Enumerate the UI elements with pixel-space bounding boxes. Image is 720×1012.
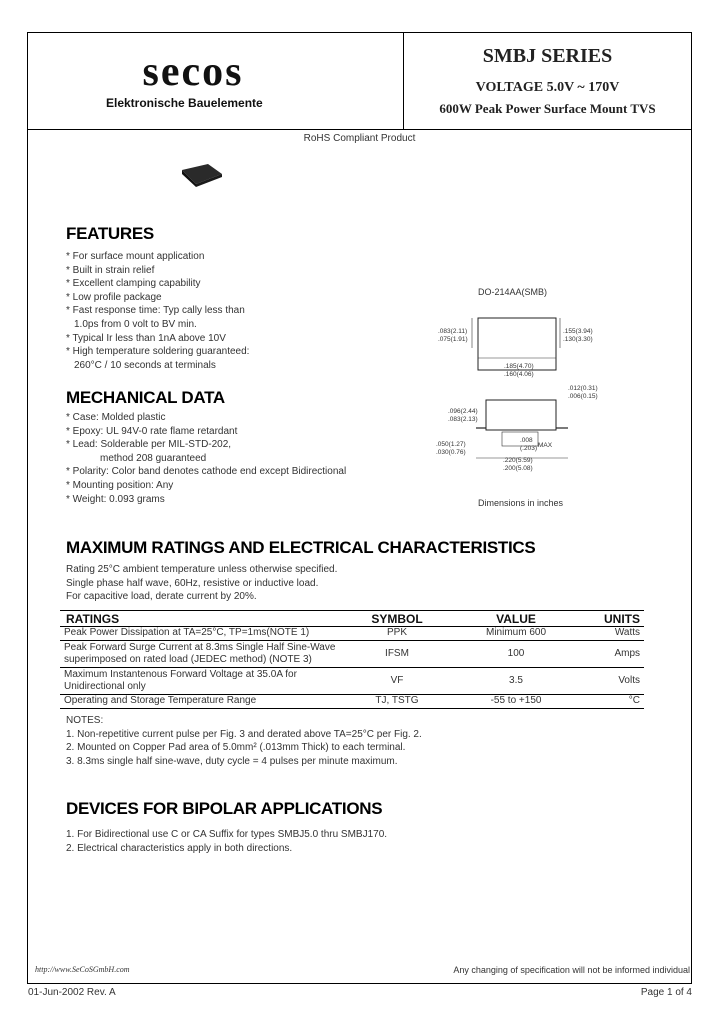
rating-line: Maximum Instantenous Forward Voltage at 35.0A for <box>64 668 297 680</box>
svg-text:.160(4.06): .160(4.06) <box>504 371 534 378</box>
rating-cell <box>60 641 342 668</box>
units-cell: °C <box>580 695 644 709</box>
rating-cell: Peak Power Dissipation at TA=25°C, TP=1ms(NOTE 1) <box>60 627 342 641</box>
list-item: * For surface mount application <box>66 251 205 262</box>
rating-line: Peak Forward Surge Current at 8.3ms Single Half Sine-Wave <box>64 641 336 653</box>
voltage-range: VOLTAGE 5.0V ~ 170V <box>475 80 620 95</box>
dimensions-note: Dimensions in inches <box>478 498 564 508</box>
symbol-cell: TJ, TSTG <box>342 695 452 709</box>
svg-text:.200(5.08): .200(5.08) <box>503 465 533 472</box>
product-subtitle: 600W Peak Power Surface Mount TVS <box>439 101 656 116</box>
list-item: * Low profile package <box>66 291 162 303</box>
svg-text:.008: .008 <box>520 437 533 444</box>
intro-line: Single phase half wave, 60Hz, resistive or inductive load. <box>66 577 319 589</box>
svg-text:.083(2.11): .083(2.11) <box>438 328 468 335</box>
list-item: * Epoxy: UL 94V-0 rate flame retardant <box>66 425 238 437</box>
table-row <box>60 695 644 709</box>
bipolar-heading: DEVICES FOR BIPOLAR APPLICATIONS <box>66 799 383 818</box>
ratings-heading: MAXIMUM RATINGS AND ELECTRICAL CHARACTERISTICS <box>66 538 536 557</box>
company-tagline: Elektronische Bauelemente <box>106 96 263 110</box>
series-title: SMBJ SERIES <box>482 45 613 67</box>
svg-text:.050(1.27): .050(1.27) <box>436 441 466 448</box>
list-item: method 208 guaranteed <box>100 452 207 464</box>
symbol-cell: VF <box>342 668 452 695</box>
list-item: * Fast response time: Typ cally less than <box>66 305 245 317</box>
package-dimension-drawing <box>428 300 618 490</box>
units-cell: Amps <box>580 641 644 668</box>
header-symbol: SYMBOL <box>342 611 452 627</box>
value-cell: 100 <box>452 641 580 668</box>
list-item: 1.0ps from 0 volt to BV min. <box>74 318 197 330</box>
svg-text:.155(3.94): .155(3.94) <box>563 328 593 335</box>
list-item: * Lead: Solderable per MIL-STD-202, <box>66 439 232 451</box>
rohs-note: RoHS Compliant Product <box>303 133 416 144</box>
svg-text:(.203): (.203) <box>520 445 537 452</box>
list-item: * Typical Ir less than 1nA above 10V <box>66 332 226 344</box>
list-item: * Built in strain relief <box>66 264 155 276</box>
svg-text:.096(2.44): .096(2.44) <box>448 408 478 415</box>
mechanical-list <box>66 411 346 506</box>
secos-logo <box>108 52 278 92</box>
units-cell: Watts <box>580 627 644 641</box>
svg-text:.185(4.70): .185(4.70) <box>504 363 534 370</box>
bipolar-list <box>66 828 387 855</box>
svg-text:secos: secos <box>142 52 244 92</box>
table-row <box>60 668 644 695</box>
header-units: UNITS <box>580 611 644 627</box>
note-line: 2. Mounted on Copper Pad area of 5.0mm² (.013mm Thick) to each terminal. <box>66 742 406 754</box>
website-url[interactable]: http://www.SeCoSGmbH.com <box>35 965 130 974</box>
features-heading: FEATURES <box>66 224 154 243</box>
symbol-cell: PPK <box>342 627 452 641</box>
svg-text:MAX: MAX <box>538 442 553 449</box>
list-item: 1. For Bidirectional use C or CA Suffix for types SMBJ5.0 thru SMBJ170. <box>66 829 388 840</box>
symbol-cell: IFSM <box>342 641 452 668</box>
svg-text:.075(1.91): .075(1.91) <box>438 336 468 343</box>
header-ratings: RATINGS <box>60 611 342 627</box>
rating-line: superimposed on rated load (JEDEC method) (NOTE 3) <box>64 654 312 665</box>
notes-title: NOTES: <box>66 715 104 726</box>
table-row <box>60 627 644 641</box>
header-value: VALUE <box>452 611 580 627</box>
list-item: * High temperature soldering guaranteed: <box>66 346 250 358</box>
svg-text:.220(5.59): .220(5.59) <box>503 457 533 464</box>
units-cell: Volts <box>580 668 644 695</box>
date-revision: 01-Jun-2002 Rev. A <box>28 987 116 998</box>
svg-text:.030(0.76): .030(0.76) <box>436 449 466 456</box>
list-item: 260°C / 10 seconds at terminals <box>74 359 216 371</box>
intro-line: For capacitive load, derate current by 20%. <box>66 591 257 603</box>
svg-text:.130(3.30): .130(3.30) <box>563 336 593 343</box>
disclaimer: Any changing of specification will not be informed individual <box>453 965 690 975</box>
value-cell: 3.5 <box>452 668 580 695</box>
list-item: 2. Electrical characteristics apply in both directions. <box>66 842 293 854</box>
page-number: Page 1 of 4 <box>640 987 692 998</box>
rating-line: Unidirectional only <box>64 681 146 692</box>
table-row <box>60 641 644 668</box>
ratings-intro <box>66 563 337 604</box>
list-item: * Mounting position: Any <box>66 479 174 491</box>
list-item: * Weight: 0.093 grams <box>66 493 165 505</box>
list-item: * Excellent clamping capability <box>66 278 201 290</box>
ratings-table <box>60 610 644 709</box>
list-item: * Polarity: Color band denotes cathode end except Bidirectional <box>66 466 347 478</box>
value-cell: -55 to +150 <box>452 695 580 709</box>
svg-text:.006(0.15): .006(0.15) <box>568 393 598 400</box>
note-line: 1. Non-repetitive current pulse per Fig. 3 and derated above TA=25°C per Fig. 2. <box>66 728 422 740</box>
notes-block <box>66 714 422 768</box>
svg-text:.083(2.13): .083(2.13) <box>448 416 478 423</box>
note-line: 3. 8.3ms single half sine-wave, duty cycle = 4 pulses per minute maximum. <box>66 755 398 767</box>
svg-text:.012(0.31): .012(0.31) <box>568 385 598 392</box>
features-list <box>66 250 249 372</box>
rating-cell <box>60 668 342 695</box>
value-cell: Minimum 600 <box>452 627 580 641</box>
rating-cell: Operating and Storage Temperature Range <box>60 695 342 709</box>
component-image <box>180 162 224 188</box>
intro-line: Rating 25°C ambient temperature unless otherwise specified. <box>66 564 338 575</box>
mechanical-heading: MECHANICAL DATA <box>66 388 225 407</box>
package-name: DO-214AA(SMB) <box>478 287 548 297</box>
list-item: * Case: Molded plastic <box>66 412 166 423</box>
table-header-row <box>60 611 644 627</box>
